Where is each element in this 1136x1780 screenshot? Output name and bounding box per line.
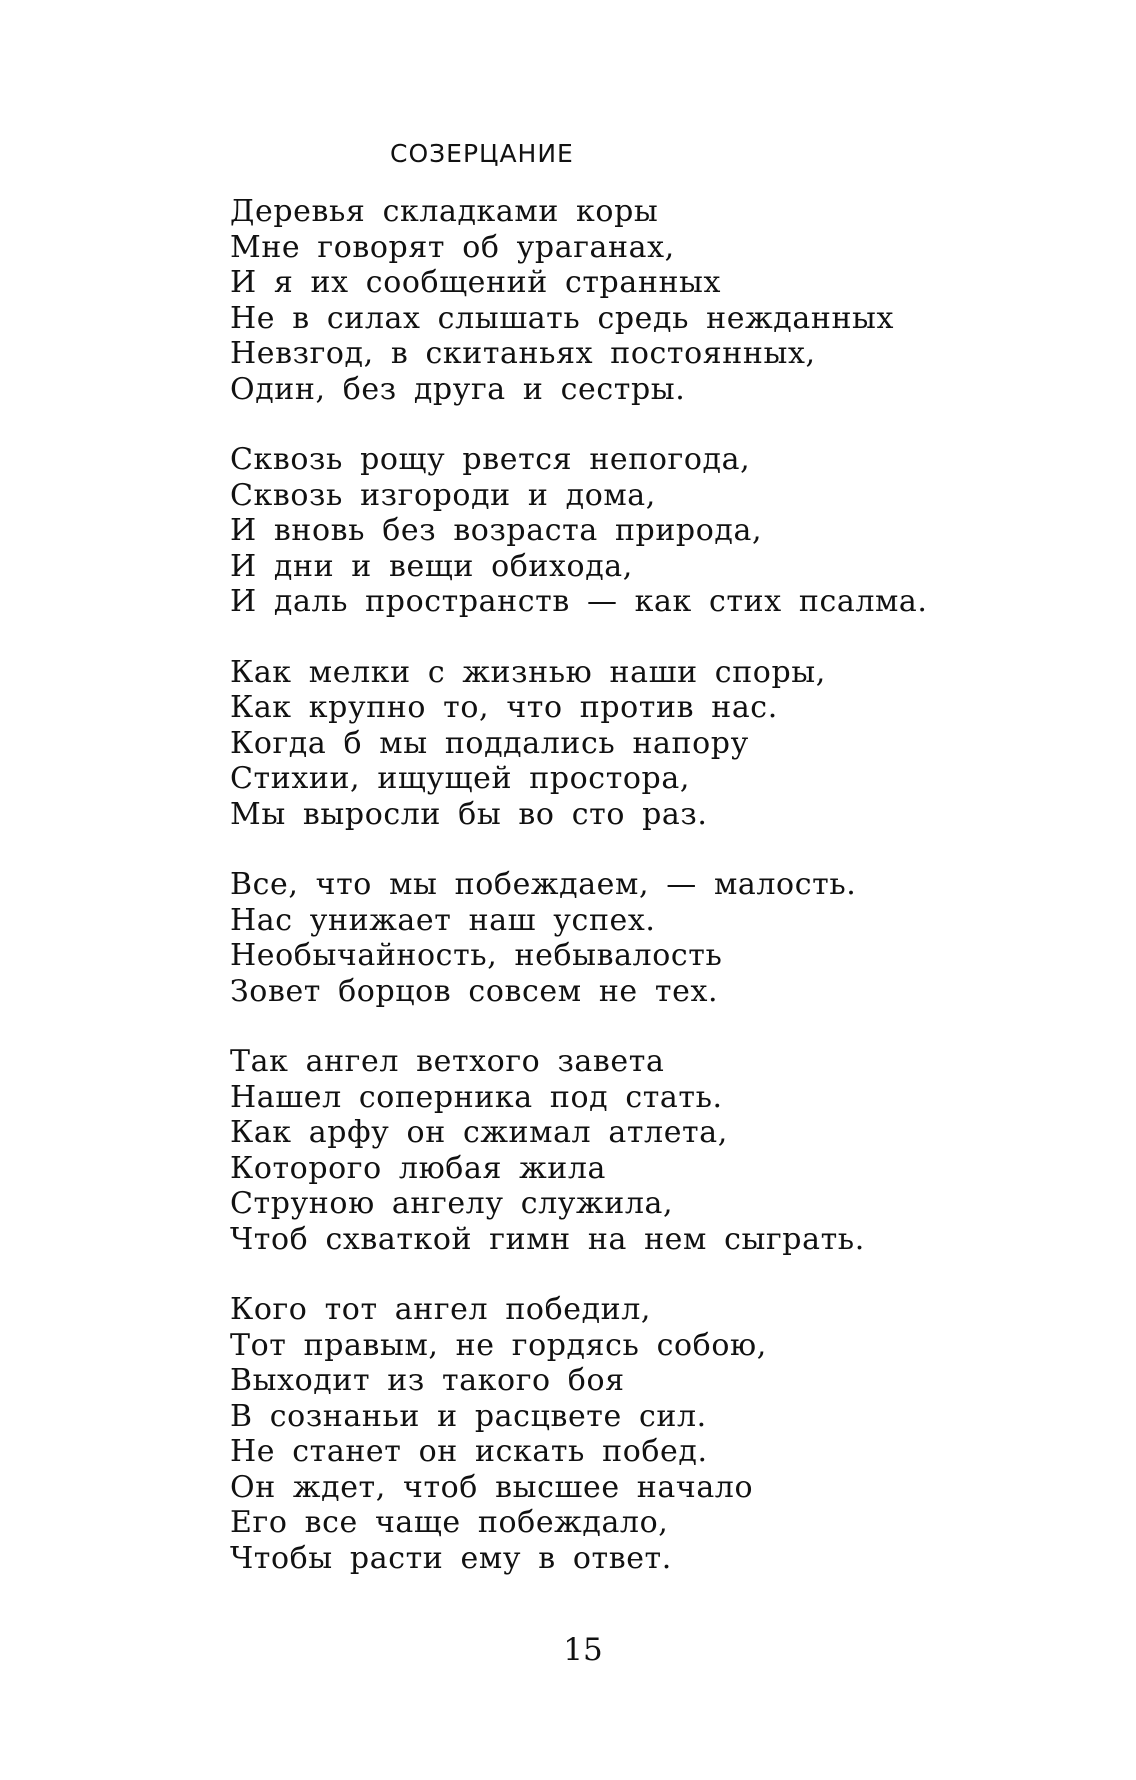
poem-line: Так ангел ветхого завета — [230, 1044, 665, 1079]
poem-line: Необычайность, небывалость — [230, 938, 723, 973]
poem-line: Все, что мы побеждаем, — малость. — [230, 867, 857, 902]
poem-line: Зовет борцов совсем не тех. — [230, 973, 719, 1009]
poem-line: Нашел соперника под стать. — [230, 1079, 723, 1115]
page-number: 15 — [563, 1632, 603, 1668]
poem-line: Как крупно то, что против нас. — [230, 690, 778, 725]
poem-line: Не станет он искать побед. — [230, 1434, 708, 1469]
poem-line: Деревья складками коры — [230, 194, 659, 229]
poem-line: Его все чаще побеждало, — [230, 1505, 669, 1540]
poem-line: Сквозь рощу рвется непогода, — [230, 442, 751, 477]
poem-line: И дни и вещи обихода, — [230, 548, 633, 584]
poem-line: Кого тот ангел победил, — [230, 1292, 652, 1327]
poem-stanza — [230, 867, 1090, 1009]
poem-line: Стихии, ищущей простора, — [230, 761, 690, 796]
poem-body — [230, 194, 1090, 1611]
poem-line: Один, без друга и сестры. — [230, 371, 686, 407]
poem-stanza — [230, 194, 1090, 407]
poem-line: Невзгод, в скитаньях постоянных, — [230, 336, 816, 371]
poem-line: Которого любая жила — [230, 1150, 607, 1186]
poem-line: Выходит из такого боя — [230, 1363, 625, 1398]
poem-line: И даль пространств — как стих псалма. — [230, 584, 928, 619]
poem-line: Мне говорят об ураганах, — [230, 229, 675, 265]
poem-line: Мы выросли бы во сто раз. — [230, 796, 708, 832]
poem-stanza — [230, 442, 1090, 620]
poem-line: Как арфу он сжимал атлета, — [230, 1115, 728, 1150]
poem-line: Сквозь изгороди и дома, — [230, 477, 656, 513]
poem-line: Нас унижает наш успех. — [230, 902, 656, 938]
poem-line: Чтоб схваткой гимн на нем сыграть. — [230, 1221, 865, 1257]
poem-line: Тот правым, не гордясь собою, — [230, 1327, 767, 1363]
poem-line: Как мелки с жизнью наши споры, — [230, 654, 826, 690]
poem-stanza — [230, 1292, 1090, 1576]
poem-line: Не в силах слышать средь нежданных — [230, 300, 895, 336]
poem-line: Чтобы расти ему в ответ. — [230, 1540, 672, 1576]
poem-line: И вновь без возраста природа, — [230, 513, 763, 548]
poem-line: И я их сообщений странных — [230, 265, 722, 300]
poem-stanza — [230, 1044, 1090, 1257]
poem-stanza — [230, 655, 1090, 833]
poem-line: В сознаньи и расцвете сил. — [230, 1398, 707, 1434]
poem-line: Он ждет, чтоб высшее начало — [230, 1469, 754, 1505]
poem-line: Струною ангелу служила, — [230, 1186, 674, 1221]
poem-title: СОЗЕРЦАНИЕ — [390, 139, 574, 168]
poem-line: Когда б мы поддались напору — [230, 725, 749, 761]
